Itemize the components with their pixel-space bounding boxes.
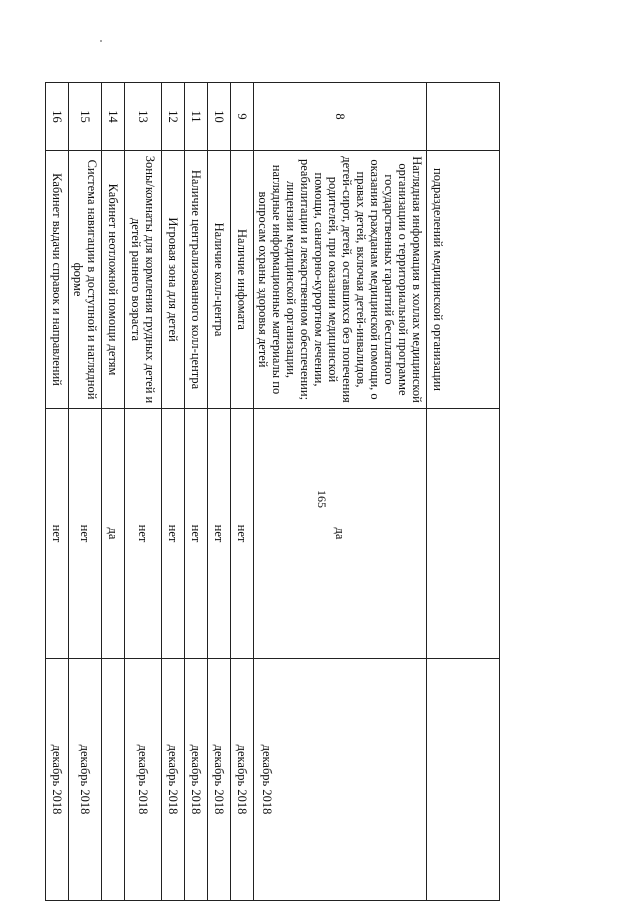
table-row (125, 83, 162, 901)
num-cell: 15 (69, 83, 102, 151)
num-cell: 9 (231, 83, 254, 151)
name-cell: Кабинет выдачи справок и направлений (46, 151, 69, 409)
num-cell: 8 (254, 83, 427, 151)
name-cell: Кабинет неотложной помощи детям (102, 151, 125, 409)
date-cell (102, 659, 125, 901)
availability-cell: нет (125, 409, 162, 659)
availability-cell: да (254, 409, 427, 659)
name-cell: Наличие колл-центра (208, 151, 231, 409)
rotated-table-wrapper (50, 82, 500, 900)
date-cell: декабрь 2018 (254, 659, 427, 901)
date-cell: декабрь 2018 (185, 659, 208, 901)
table-row (185, 83, 208, 901)
table-row (162, 83, 185, 901)
table-row (69, 83, 102, 901)
table-row (427, 83, 500, 901)
availability-cell: нет (208, 409, 231, 659)
num-cell: 12 (162, 83, 185, 151)
date-cell: декабрь 2018 (69, 659, 102, 901)
scan-speck (100, 40, 102, 42)
availability-cell: да (102, 409, 125, 659)
date-cell: декабрь 2018 (162, 659, 185, 901)
availability-cell: нет (46, 409, 69, 659)
name-cell: Игровая зона для детей (162, 151, 185, 409)
name-cell: Наличие централизованного колл-центра (185, 151, 208, 409)
table-row (254, 83, 427, 901)
date-cell: декабрь 2018 (208, 659, 231, 901)
table-row (208, 83, 231, 901)
name-cell: Система навигации в доступной и наглядной форме (69, 151, 102, 409)
availability-cell: нет (69, 409, 102, 659)
document-table (45, 82, 500, 901)
name-cell: подразделений медицинской организации (427, 151, 500, 409)
date-cell: декабрь 2018 (125, 659, 162, 901)
name-cell: Наглядная информация в холлах медицинской организации о территориальной программе государственных гарантий бесплатного оказания гражданам медицинской помощи, о правах детей, включая детей-инвалидов, детей-сирот, детей, оставшихся без попечения родителей, при оказании медицинской помощи, санаторно-курортном лечении, реабилитации и лекарственном обеспечении; лицензии медицинской организации, наглядные информационные материалы по вопросам охраны здоровья детей (254, 151, 427, 409)
num-cell: 10 (208, 83, 231, 151)
availability-cell (427, 409, 500, 659)
num-cell: 13 (125, 83, 162, 151)
num-cell: 16 (46, 83, 69, 151)
table-row (46, 83, 69, 901)
num-cell: 14 (102, 83, 125, 151)
date-cell (427, 659, 500, 901)
page-number: 165 (315, 490, 329, 508)
table-row (102, 83, 125, 901)
availability-cell: нет (185, 409, 208, 659)
num-cell: 11 (185, 83, 208, 151)
name-cell: Наличие инфомата (231, 151, 254, 409)
date-cell: декабрь 2018 (231, 659, 254, 901)
name-cell: Зоны/комнаты для кормления грудных детей и детей раннего возраста (125, 151, 162, 409)
table-row (231, 83, 254, 901)
num-cell (427, 83, 500, 151)
availability-cell: нет (231, 409, 254, 659)
date-cell: декабрь 2018 (46, 659, 69, 901)
availability-cell: нет (162, 409, 185, 659)
